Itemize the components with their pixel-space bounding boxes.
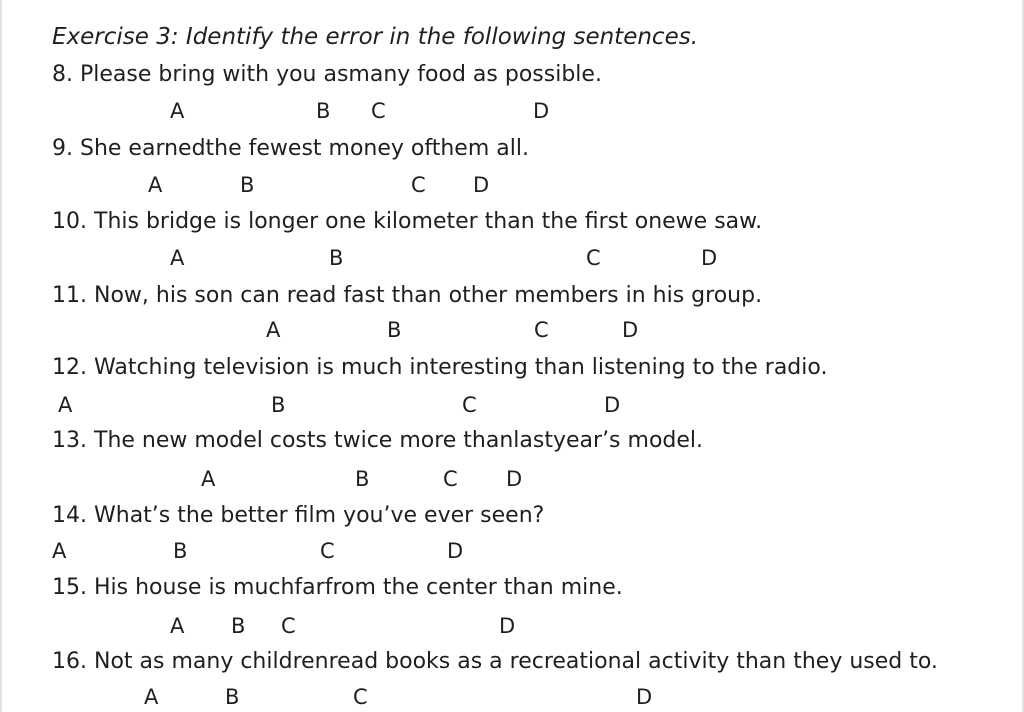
option-13-d: D (506, 467, 523, 491)
option-9-d: D (473, 173, 490, 197)
option-16-d: D (636, 685, 653, 709)
sentence-8: 8. Please bring with you asmany food as possible. (52, 62, 602, 87)
option-13-c: C (443, 467, 458, 491)
option-9-c: C (411, 173, 426, 197)
option-8-b: B (316, 99, 331, 123)
option-9-b: B (240, 173, 255, 197)
option-14-d: D (447, 539, 464, 563)
option-15-b: B (231, 614, 246, 638)
option-13-b: B (355, 467, 370, 491)
option-16-c: C (353, 685, 368, 709)
option-12-b: B (271, 393, 286, 417)
exercise-title: Exercise 3: Identify the error in the following sentences. (52, 24, 699, 50)
option-14-c: C (320, 539, 335, 563)
option-15-c: C (281, 614, 296, 638)
option-10-d: D (701, 246, 718, 270)
option-10-a: A (170, 246, 185, 270)
option-16-a: A (144, 685, 159, 709)
sentence-11: 11. Now, his son can read fast than other members in his group. (52, 283, 763, 308)
option-11-d: D (622, 318, 639, 342)
option-8-d: D (533, 99, 550, 123)
option-8-c: C (371, 99, 386, 123)
option-14-a: A (52, 539, 67, 563)
sentence-9: 9. She earnedthe fewest money ofthem all. (52, 136, 529, 161)
option-9-a: A (148, 173, 163, 197)
sentence-10: 10. This bridge is longer one kilometer than the first onewe saw. (52, 209, 763, 234)
option-15-d: D (499, 614, 516, 638)
option-10-c: C (586, 246, 601, 270)
option-11-a: A (266, 318, 281, 342)
sentence-12: 12. Watching television is much interesting than listening to the radio. (52, 355, 828, 380)
option-14-b: B (173, 539, 188, 563)
option-8-a: A (170, 99, 185, 123)
left-border (0, 0, 2, 712)
option-10-b: B (329, 246, 344, 270)
option-13-a: A (201, 467, 216, 491)
option-11-c: C (534, 318, 549, 342)
option-11-b: B (387, 318, 402, 342)
option-16-b: B (225, 685, 240, 709)
sentence-13: 13. The new model costs twice more thanlastyear’s model. (52, 428, 704, 453)
sentence-16: 16. Not as many childrenread books as a recreational activity than they used to. (52, 649, 938, 674)
option-12-a: A (58, 393, 73, 417)
option-15-a: A (170, 614, 185, 638)
sentence-15: 15. His house is muchfarfrom the center than mine. (52, 575, 623, 600)
sentence-14: 14. What’s the better film you’ve ever seen? (52, 503, 545, 528)
option-12-d: D (604, 393, 621, 417)
option-12-c: C (462, 393, 477, 417)
